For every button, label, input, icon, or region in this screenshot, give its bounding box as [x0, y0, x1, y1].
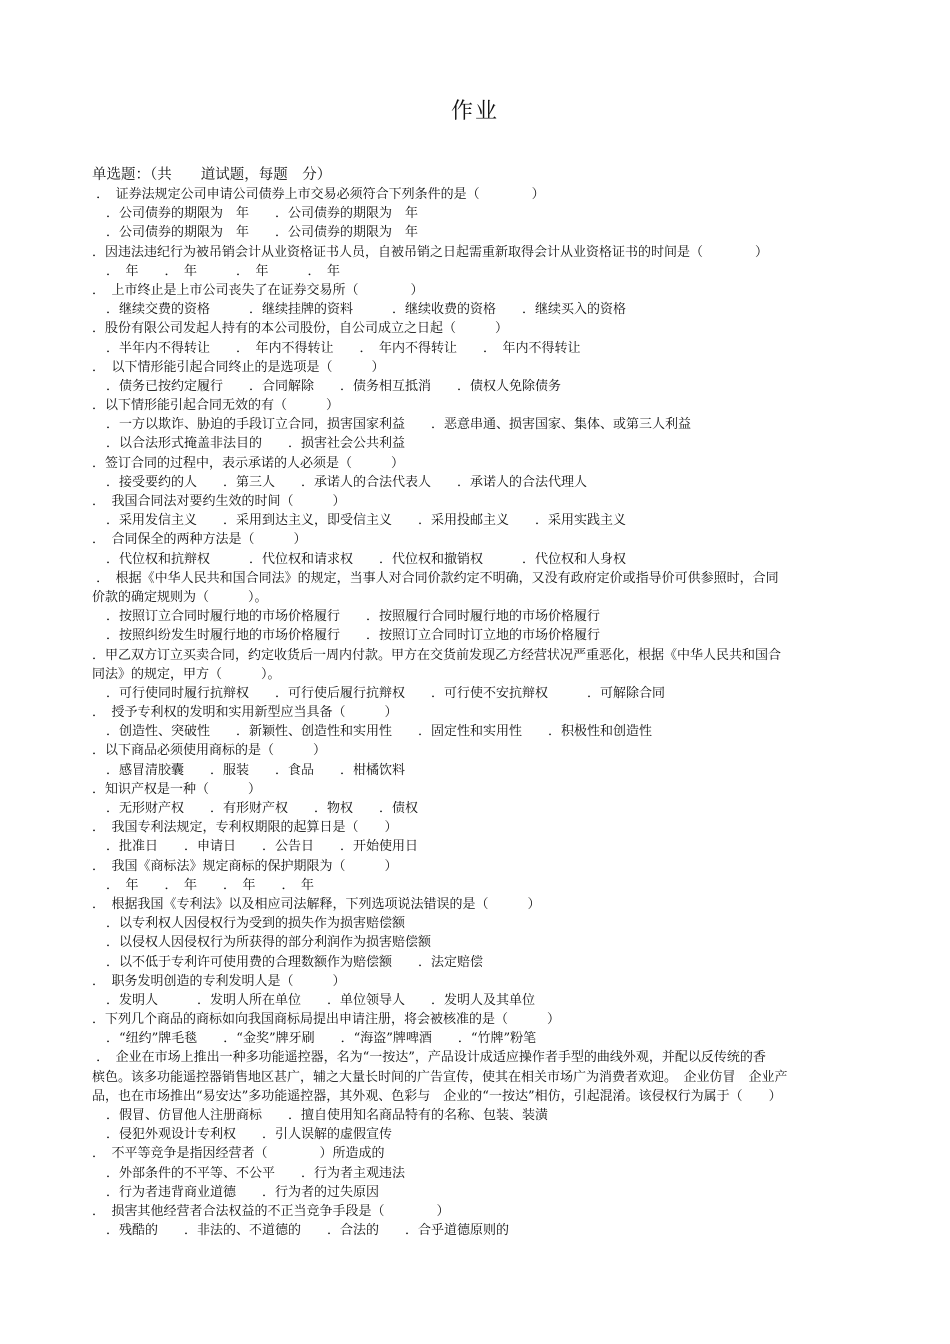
options-line: ．以侵权人因侵权行为所获得的部分利润作为损害赔偿额 [106, 935, 432, 951]
continuation-line: 槟色。该多功能遥控器销售地区甚广，辅之大量长时间的广告宣传，使其在相关市场广为消费者欢迎。 企业仿冒 企业产 [92, 1069, 788, 1085]
question-line: ．以下情形能引起合同无效的有（ ） [92, 398, 340, 414]
question-line: ．以下商品必须使用商标的是（ ） [92, 743, 327, 759]
options-line: ．继续交费的资格 ．继续挂牌的资料 ．继续收费的资格 ．继续买入的资格 [106, 302, 627, 318]
options-line: ．创造性、突破性 ．新颖性、创造性和实用性 ．固定性和实用性 ．积极性和创造性 [106, 724, 653, 740]
question-line: ． 合同保全的两种方法是（ ） [92, 532, 307, 548]
question-line: ．知识产权是一种（ ） [92, 781, 262, 797]
question-line: ． 根据我国《专利法》以及相应司法解释，下列选项说法错误的是（ ） [92, 896, 541, 912]
question-line: ．签订合同的过程中，表示承诺的人必须是（ ） [92, 455, 405, 471]
question-line: ．股份有限公司发起人持有的本公司股份，自公司成立之日起（ ） [92, 321, 509, 337]
options-line: ．侵犯外观设计专利权 ．引人误解的虚假宣传 [106, 1127, 393, 1143]
options-line: ．可行使同时履行抗辩权 ．可行使后履行抗辩权 ．可行使不安抗辩权 ．可解除合同 [106, 685, 666, 701]
question-line: ． 我国专利法规定，专利权期限的起算日是（ ） [92, 820, 398, 836]
options-line: ．批准日 ．申请日 ．公告日 ．开始使用日 [106, 839, 419, 855]
options-line: ．以专利权人因侵权行为受到的损失作为损害赔偿额 [106, 916, 406, 932]
question-line: ． 证券法规定公司申请公司债券上市交易必须符合下列条件的是（ ） [92, 187, 545, 202]
question-line: ．甲乙双方订立买卖合同，约定收货后一周内付款。甲方在交货前发现乙方经营状况严重恶化，根据《中华人民共和国合 [92, 647, 782, 663]
question-line: ． 上市终止是上市公司丧失了在证券交易所（ ） [92, 282, 424, 298]
continuation-line: 价款的确定规则为（ ）。 [92, 589, 268, 605]
question-line: ．因违法违纪行为被吊销会计从业资格证书人员，自被吊销之日起需重新取得会计从业资格证书的时间是（ ） [92, 244, 769, 260]
options-line: ．按照订立合同时履行地的市场价格履行 ．按照履行合同时履行地的市场价格履行 [106, 609, 601, 625]
options-line: ．接受要约的人 ．第三人 ．承诺人的合法代表人 ．承诺人的合法代理人 [106, 474, 588, 490]
question-line: ． 职务发明创造的专利发明人是（ ） [92, 973, 346, 989]
options-line: ．无形财产权 ．有形财产权 ．物权 ．债权 [106, 801, 419, 816]
question-line: ． 企业在市场上推出一种多功能遥控器，名为“一按达”，产品设计成适应操作者手型的曲线外观，并配以反传统的香 [92, 1050, 766, 1066]
question-line: ． 根据《中华人民共和国合同法》的规定，当事人对合同价款约定不明确，又没有政府定价或指导价可供参照时，合同 [92, 570, 779, 586]
question-list [92, 185, 872, 1240]
options-line: ．发明人 ．发明人所在单位 ．单位领导人 ．发明人及其单位 [106, 992, 536, 1008]
options-line: ．以合法形式掩盖非法目的 ．损害社会公共利益 [106, 436, 406, 452]
continuation-line: 同法》的规定，甲方（ ）。 [92, 666, 281, 682]
question-line: ．下列几个商品的商标如向我国商标局提出申请注册，将会被核准的是（ ） [92, 1012, 561, 1028]
options-line: ．公司债券的期限为 年 ．公司债券的期限为 年 [106, 206, 419, 222]
options-line: ．“纽约”牌毛毯 ．“金奖”牌牙刷 ．“海盗”牌啤酒 ．“竹牌”粉笔 [106, 1031, 537, 1047]
options-line: ．采用发信主义 ．采用到达主义，即受信主义 ．采用投邮主义 ．采用实践主义 [106, 513, 627, 529]
options-line: ．感冒清胶囊 ．服装 ．食品 ．柑橘饮料 [106, 762, 406, 778]
continuation-line: 品，也在市场推出“易安达”多功能遥控器，其外观、色彩与 企业的“一按达”相仿，引起混淆。该侵权行为属于（ ） [92, 1088, 782, 1104]
question-line: ． 我国合同法对要约生效的时间（ ） [92, 494, 346, 509]
options-line: ．假冒、仿冒他人注册商标 ．擅自使用知名商品特有的名称、包装、装潢 [106, 1108, 549, 1123]
section-heading: 单选题：（共 道试题，每题 分） [92, 167, 332, 183]
options-line: ．债务已按约定履行 ．合同解除 ．债务相互抵消 ．债权人免除债务 [106, 378, 562, 394]
options-line: ．以不低于专利许可使用费的合理数额作为赔偿额 ．法定赔偿 [106, 954, 484, 970]
question-line: ． 损害其他经营者合法权益的不正当竞争手段是（ ） [92, 1203, 450, 1219]
question-line: ． 不平等竞争是指因经营者（ ）所造成的 [92, 1146, 385, 1162]
options-line: ．残酷的 ．非法的、不道德的 ．合法的 ．合乎道德原则的 [106, 1223, 510, 1239]
question-line: ． 我国《商标法》规定商标的保护期限为（ ） [92, 858, 398, 874]
options-line: ． 年 ． 年 ． 年 ． 年 [106, 877, 315, 893]
options-line: ．外部条件的不平等、不公平 ．行为者主观违法 [106, 1165, 406, 1181]
options-line: ． 年 ． 年 ． 年 ． 年 [106, 263, 341, 279]
page-title: 作业 [450, 99, 499, 124]
question-line: ． 以下情形能引起合同终止的是选项是（ ） [92, 359, 385, 375]
options-line: ．一方以欺诈、胁迫的手段订立合同，损害国家利益 ．恶意串通、损害国家、集体、或第三人利益 [106, 417, 692, 433]
options-line: ．行为者违背商业道德 ．行为者的过失原因 [106, 1184, 380, 1200]
options-line: ．公司债券的期限为 年 ．公司债券的期限为 年 [106, 225, 419, 241]
options-line: ．按照纠纷发生时履行地的市场价格履行 ．按照订立合同时订立地的市场价格履行 [106, 628, 601, 644]
options-line: ．代位权和抗辩权 ．代位权和请求权 ．代位权和撤销权 ．代位权和人身权 [106, 551, 627, 567]
options-line: ．半年内不得转让 ． 年内不得转让 ． 年内不得转让 ． 年内不得转让 [106, 340, 581, 356]
question-line: ． 授予专利权的发明和实用新型应当具备（ ） [92, 705, 398, 721]
